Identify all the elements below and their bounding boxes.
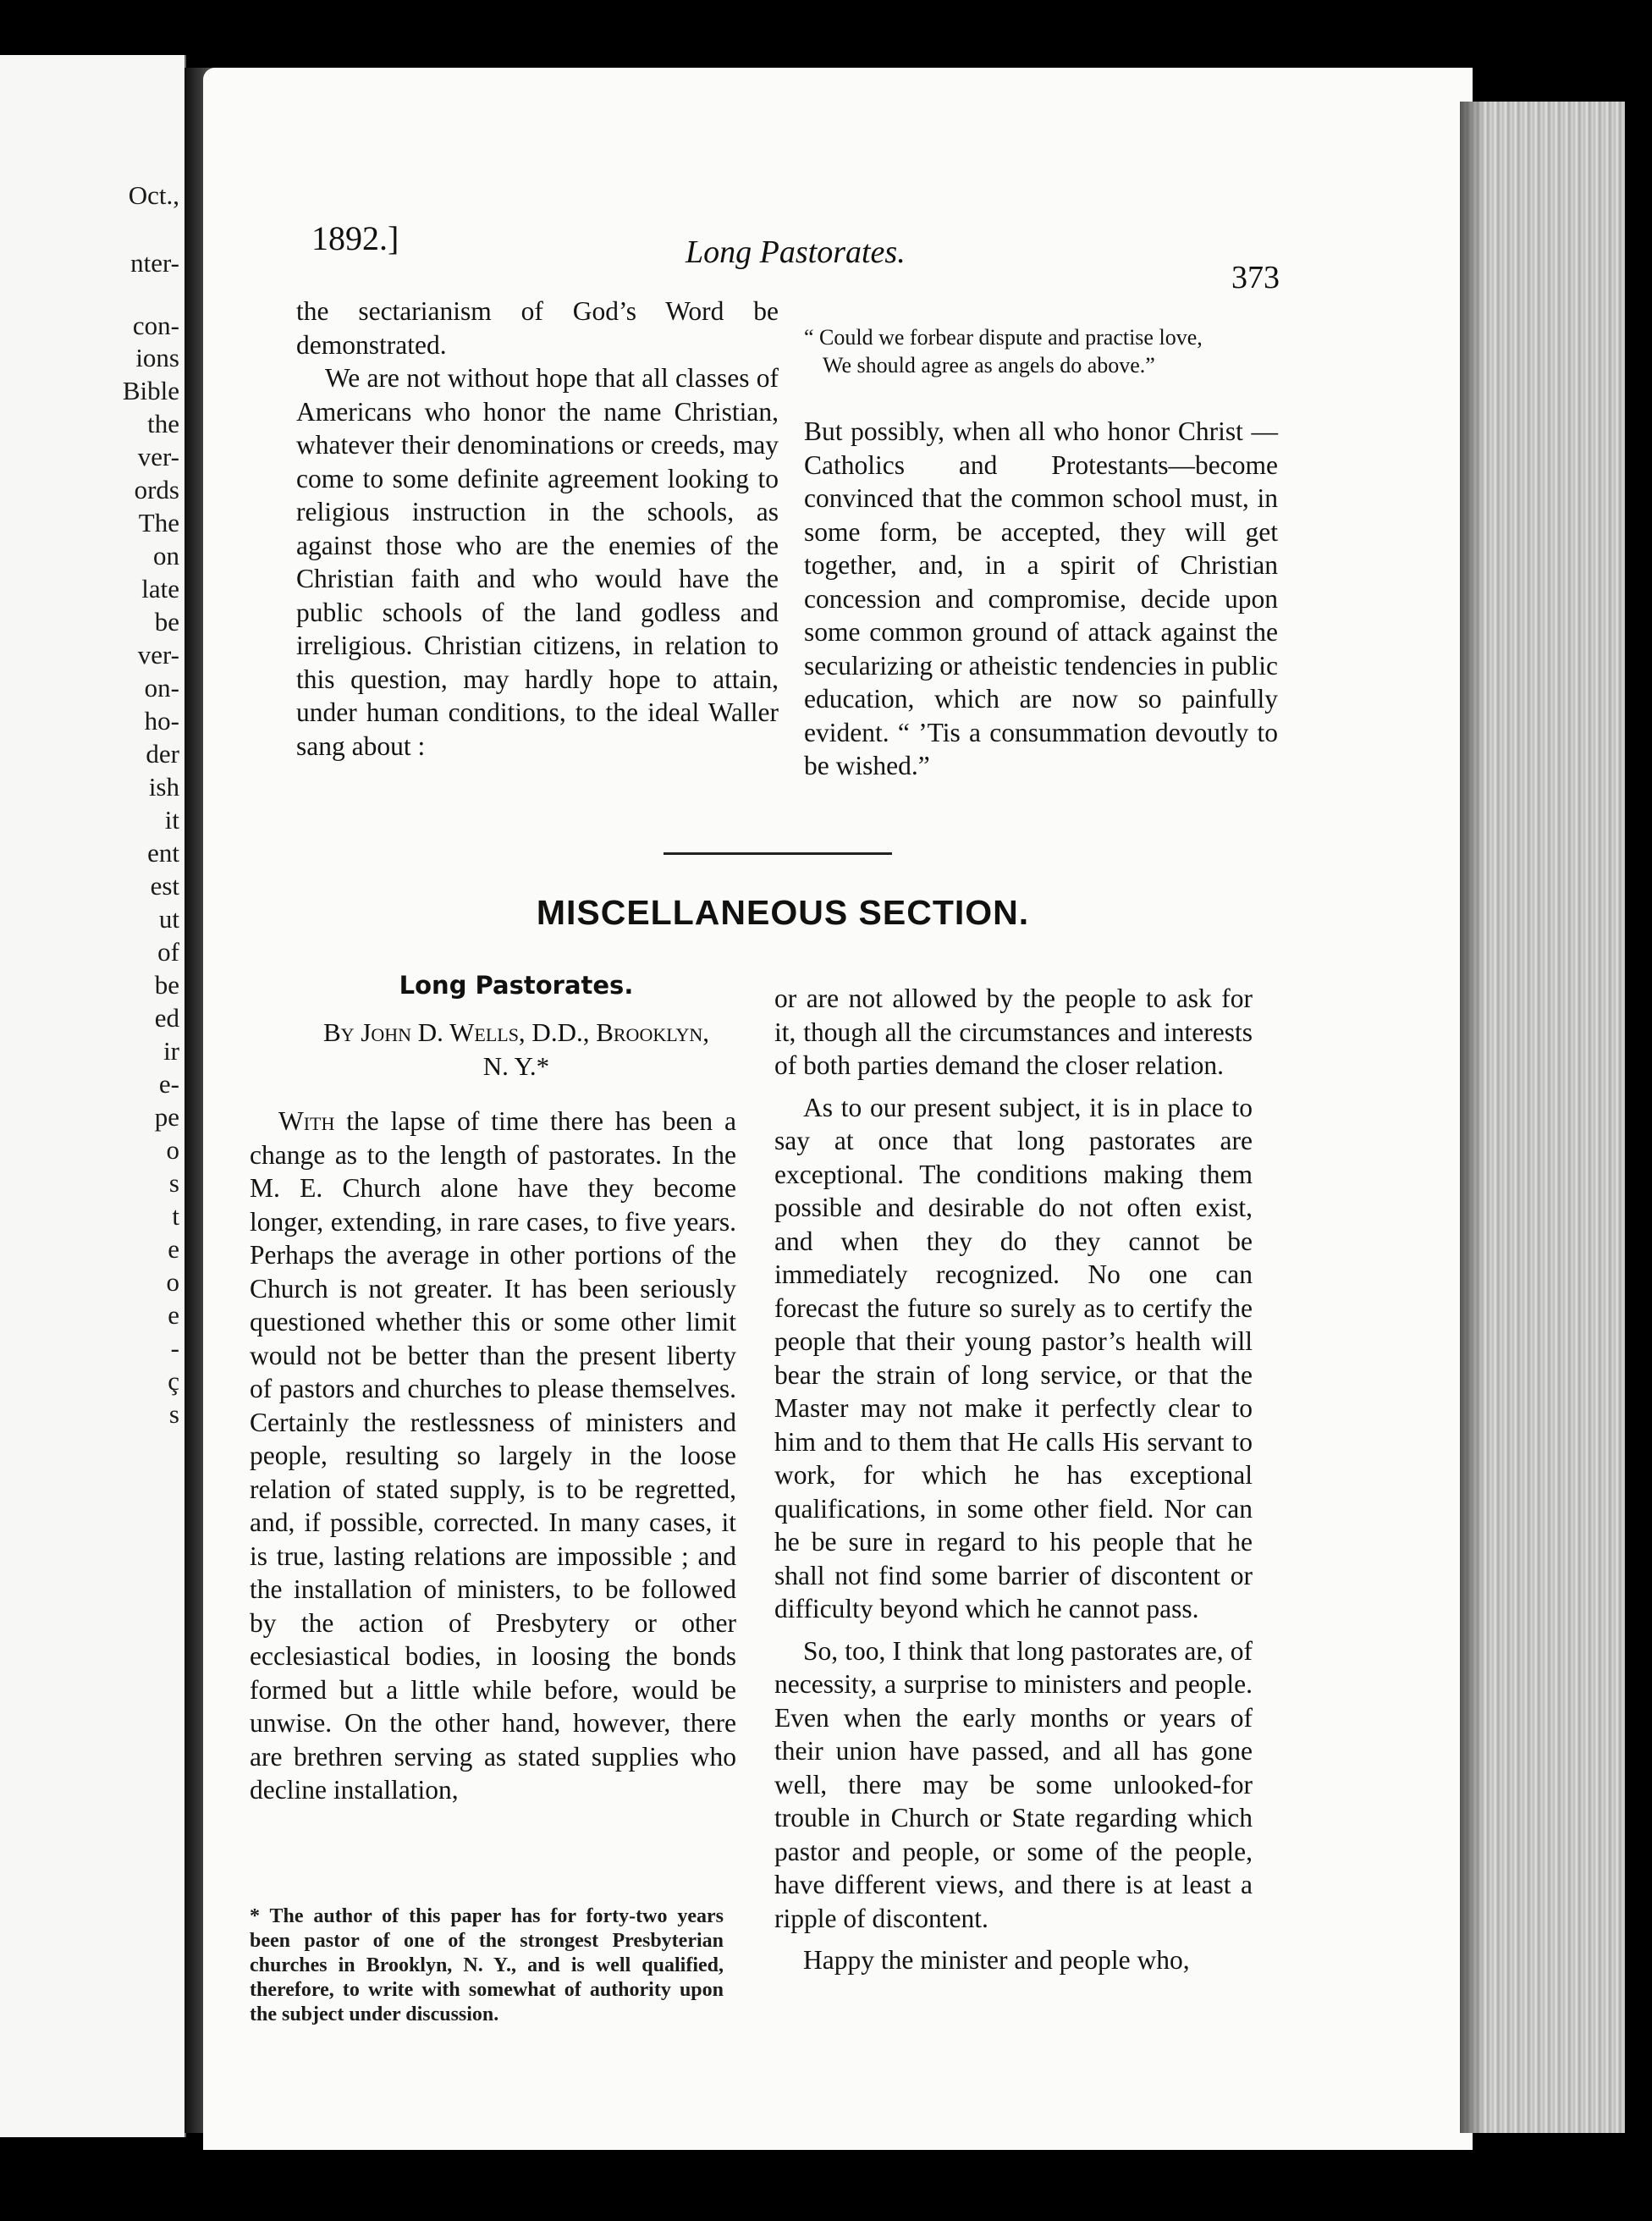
page-fragment: be: [154, 607, 179, 637]
paragraph: But possibly, when all who honor Christ —Catholics and Protestants—become convinced that the common school must, in some form, be accepted, they will get together, and, in a spirit of Christian concession and compromise, decide upon some common ground of attack against the secularizing or atheistic tendencies in public education, which are now so painfully evident. “ ’Tis a consummation devoutly to be wished.”: [804, 416, 1278, 780]
page-fragment: ir: [163, 1036, 179, 1066]
page-fragment: ver-: [137, 442, 179, 471]
paragraph: [250, 1105, 736, 1807]
verse-line: We should agree as angels do above.”: [823, 353, 1155, 378]
byline-location: N. Y.*: [482, 1051, 550, 1081]
article-title: Long Pastorates.: [399, 971, 634, 1000]
page-fragment: ç: [168, 1366, 179, 1396]
page-fragment: be: [154, 970, 179, 1000]
page-fragment: late: [141, 574, 179, 603]
paragraph: Happy the minister and people who,: [803, 1945, 1190, 1975]
page-fragment: t: [172, 1201, 179, 1231]
page-fragment: ed: [154, 1003, 179, 1033]
page-edges-shadow: [1460, 102, 1485, 2133]
verse-quote: [804, 323, 1278, 379]
paragraph: So, too, I think that long pastorates are, of necessity, a surprise to ministers and people. Even when the early months or years of their union have passed, and all has gone well, there may be some unlooked-for trouble in Church or State regarding which pastor and people, or some of the people, have different views, and there is at least a ripple of discontent.: [774, 1635, 1253, 1933]
article-right-column: [774, 982, 1253, 1986]
section-divider: [664, 852, 892, 855]
page-fragment: o: [166, 1135, 179, 1165]
footnote: * The author of this paper has for forty-two years been pastor of one of the strongest Presbyterian churches in Brooklyn, N. Y., and is well qualified, therefore, to write with somewhat of authority upon the subject under discussion.: [250, 1905, 724, 2025]
page-fragment: on: [153, 541, 179, 570]
running-header-title: Long Pastorates.: [686, 234, 906, 270]
page-fragment: the: [147, 409, 179, 438]
page-fragment: e: [168, 1234, 179, 1264]
page-fragment: it: [164, 805, 179, 835]
page-fragment: s: [168, 1399, 179, 1429]
page-fragment: nter-: [130, 248, 179, 278]
page-fragment: ords: [134, 475, 179, 504]
page-fragment: o: [166, 1267, 179, 1297]
page-fragment: e: [168, 1300, 179, 1330]
page-fragment: ver-: [137, 640, 179, 670]
page-fragment: s: [168, 1168, 179, 1198]
page-fragment: ho-: [144, 706, 179, 736]
paragraph: or are not allowed by the people to ask for it, though all the circumstances and interests of both parties demand the closer relation.: [774, 984, 1253, 1080]
page-fragment: ish: [148, 772, 179, 802]
page-fragment: der: [146, 739, 179, 769]
paragraph: the sectarianism of God’s Word be demonstrated.: [296, 296, 779, 360]
article-byline: [275, 1016, 757, 1083]
page-fragment: ions: [135, 343, 179, 372]
page-fragment: pe: [154, 1102, 179, 1132]
page-fragment: of: [157, 937, 179, 967]
page-fragment: -: [170, 1333, 179, 1363]
page-fragment: ent: [147, 838, 179, 868]
lead-word: With: [278, 1106, 335, 1136]
verse-line: “ Could we forbear dispute and practise love,: [804, 325, 1203, 350]
paragraph: As to our present subject, it is in place to say at once that long pastorates are exceptional. The conditions making them possible and desirable do not often exist, and when they do they cannot be immediately recognized. No one can forecast the future so surely as to certify the people that their young pastor’s health will bear the strain of long service, or that the Master may not make it perfectly clear to him and to them that He calls His servant to work, for which he has exceptional qualifications, in some other field. Nor can he be sure in regard to his people that he shall not find some barrier of discontent or difficulty beyond which he cannot pass.: [774, 1092, 1253, 1623]
page-fragment: e-: [158, 1069, 179, 1099]
page-fragment: con-: [132, 311, 179, 340]
byline-author: By John D. Wells, D.D., Brooklyn,: [323, 1017, 709, 1047]
running-header-year: 1892.]: [311, 219, 399, 257]
top-right-column: [804, 323, 1278, 783]
page-fragment: est: [150, 871, 179, 901]
article-left-column: [250, 1105, 736, 1807]
page-fragment: ut: [158, 904, 179, 934]
page-number: 373: [1231, 260, 1280, 295]
section-heading: MISCELLANEOUS SECTION.: [536, 893, 1030, 932]
paragraph: We are not without hope that all classes of Americans who honor the name Christian, whatever their denominations or creeds, may come to some definite agreement looking to religious instruction in the schools, as against those who are the enemies of the Christian faith and who would have the public schools of the land godless and irreligious. Christian citizens, in relation to this question, may hardly hope to attain, under human conditions, to the ideal Waller sang about :: [296, 363, 779, 761]
page-fragment: Bible: [122, 376, 179, 405]
page-fragment: The: [138, 508, 179, 537]
previous-page-edge: [0, 55, 186, 2137]
page-fragment: on-: [144, 673, 179, 703]
page-fragment: Oct.,: [128, 180, 179, 210]
paragraph-text: the lapse of time there has been a change as to the length of pastorates. In the M. E. Church alone have they become longer, extending, in rare cases, to five years. Perhaps the average in other portions of the Church is not greater. It has been seriously questioned whether this or some other limit would not be better than the present liberty of pastors and churches to please themselves. Certainly the restlessness of ministers and people, resulting so largely in the loose relation of stated supply, is to be regretted, and, if possible, corrected. In many cases, it is true, lasting relations are impossible ; and the installation of ministers, to be followed by the action of Presbytery or other ecclesiastical bodies, in loosing the bonds formed but a little while before, would be unwise. On the other hand, however, there are brethren serving as stated supplies who decline installation,: [250, 1106, 736, 1805]
top-left-column: [296, 295, 779, 763]
